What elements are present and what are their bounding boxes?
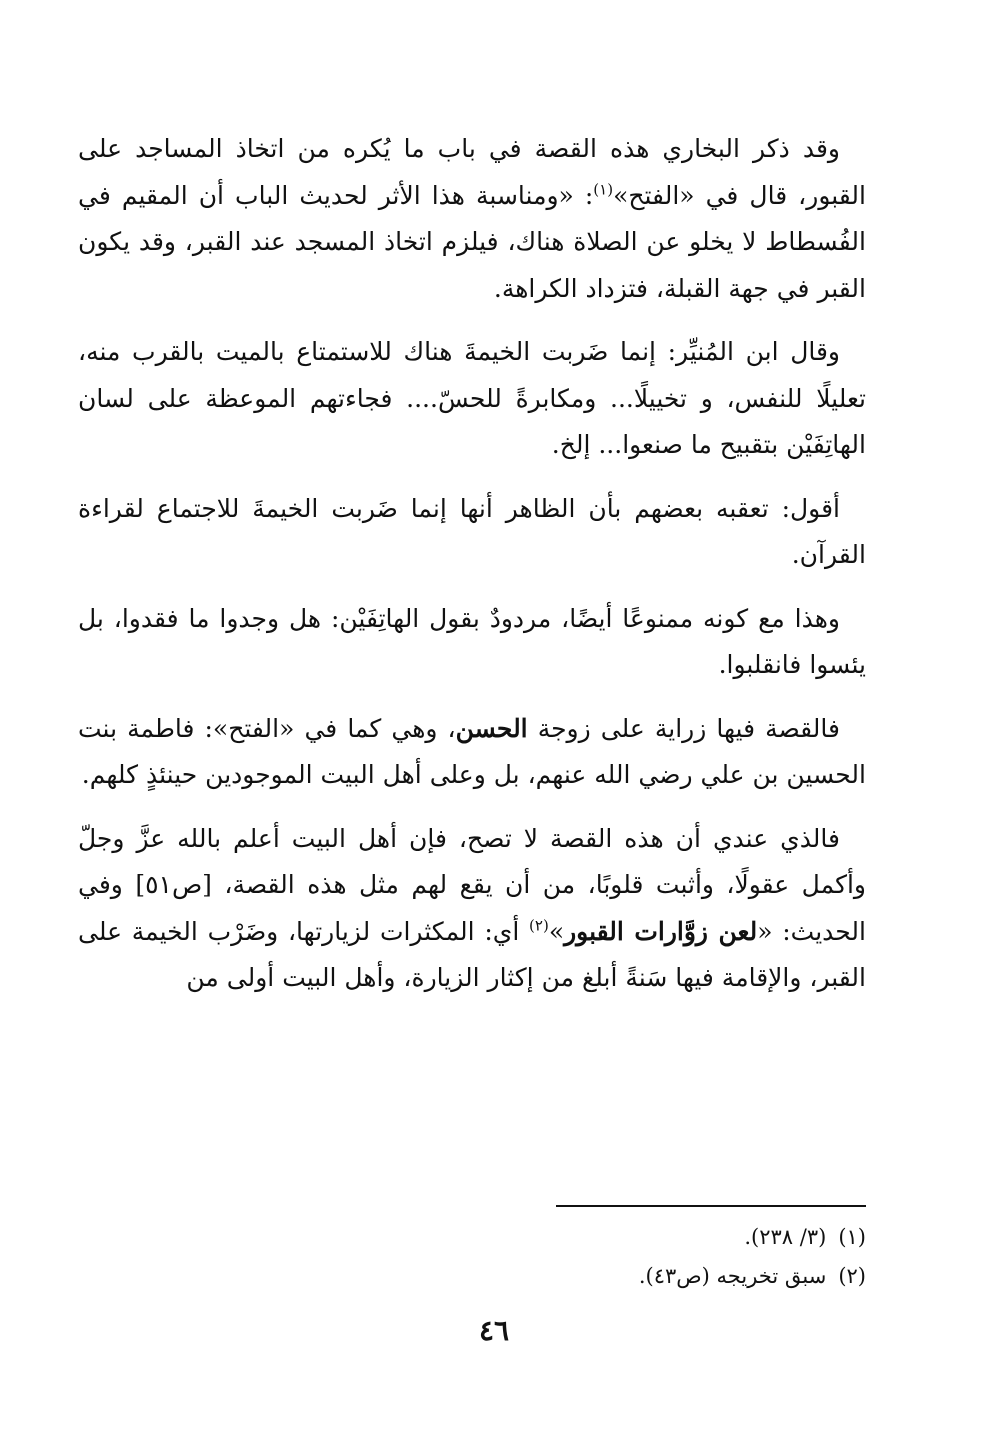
emphasized-text: الحسن: [455, 713, 528, 743]
footnotes: [78, 1218, 866, 1296]
footnote-reference: (٢): [529, 916, 549, 935]
paragraph-text: أقول: تعقبه بعضهم بأن الظاهر أنها إنما ضَربت الخيمةَ للاجتماع لقراءة القرآن.: [78, 493, 866, 569]
paragraph-text: فالقصة فيها زراية على زوجة: [527, 713, 840, 743]
paragraph-text: ، وهي كما في «الفتح»: فاطمة بنت الحسين بن علي رضي الله عنهم، بل وعلى أهل البيت الموجودين حينئذٍ كلهم.: [78, 713, 866, 789]
footnote-1: [78, 1218, 866, 1257]
paragraph: [78, 706, 866, 799]
paragraph: [78, 816, 866, 1002]
paragraph-text: فالذي عندي أن هذه القصة لا تصح، فإن أهل البيت أعلم بالله عزَّ وجلّ وأكمل عقولًا، وأثبت قلوبًا، من أن يقع لهم مثل هذه القصة، [ص٥١] وفي الحديث: «: [78, 823, 866, 946]
paragraph-text: : «ومناسبة هذا الأثر لحديث الباب أن المقيم في الفُسطاط لا يخلو عن الصلاة هناك، فيلزم اتخاذ المسجد عند القبر، وقد يكون القبر في جهة القبلة، فتزداد الكراهة.: [78, 180, 866, 303]
page-number: ٤٦: [478, 1314, 510, 1347]
paragraph-text: وقال ابن المُنيِّر: إنما ضَربت الخيمةَ هناك للاستمتاع بالميت بالقرب منه، تعليلًا للنفس، و تخييلًا... ومكابرةً للحسّ.... فجاءتهم الموعظة على لسان الهاتِفَيْن بتقبيح ما صنعوا... إلخ.: [78, 337, 866, 459]
paragraph: [78, 329, 866, 469]
paragraph-text: وقد ذكر البخاري هذه القصة في باب ما يُكره من اتخاذ المساجد على القبور، قال في «الفتح»: [78, 134, 866, 210]
footnote-2: [78, 1257, 866, 1296]
footnote-separator: [556, 1205, 866, 1207]
paragraph: [78, 596, 866, 689]
footnote-number: (١): [838, 1225, 866, 1249]
paragraph-text: أي: المكثرات لزيارتها، وضَرْب الخيمة على القبر، والإقامة فيها سَنةً أبلغ من إكثار الزيارة، وأهل البيت أولى من: [78, 916, 866, 992]
footnote-text: سبق تخريجه (ص٤٣).: [638, 1263, 827, 1288]
paragraph: [78, 486, 866, 579]
paragraph-text: وهذا مع كونه ممنوعًا أيضًا، مردودٌ بقول الهاتِفَيْن: هل وجدوا ما فقدوا، بل يئسوا فانقلبوا.: [78, 603, 866, 679]
footnote-text: (٣/ ٢٣٨).: [744, 1225, 827, 1249]
emphasized-text: لعن زوَّارات القبور: [564, 916, 758, 946]
footnote-number: (٢): [838, 1263, 866, 1288]
footnote-reference: (١): [593, 180, 614, 199]
paragraph: [78, 126, 866, 312]
paragraph-text: »: [548, 916, 565, 946]
